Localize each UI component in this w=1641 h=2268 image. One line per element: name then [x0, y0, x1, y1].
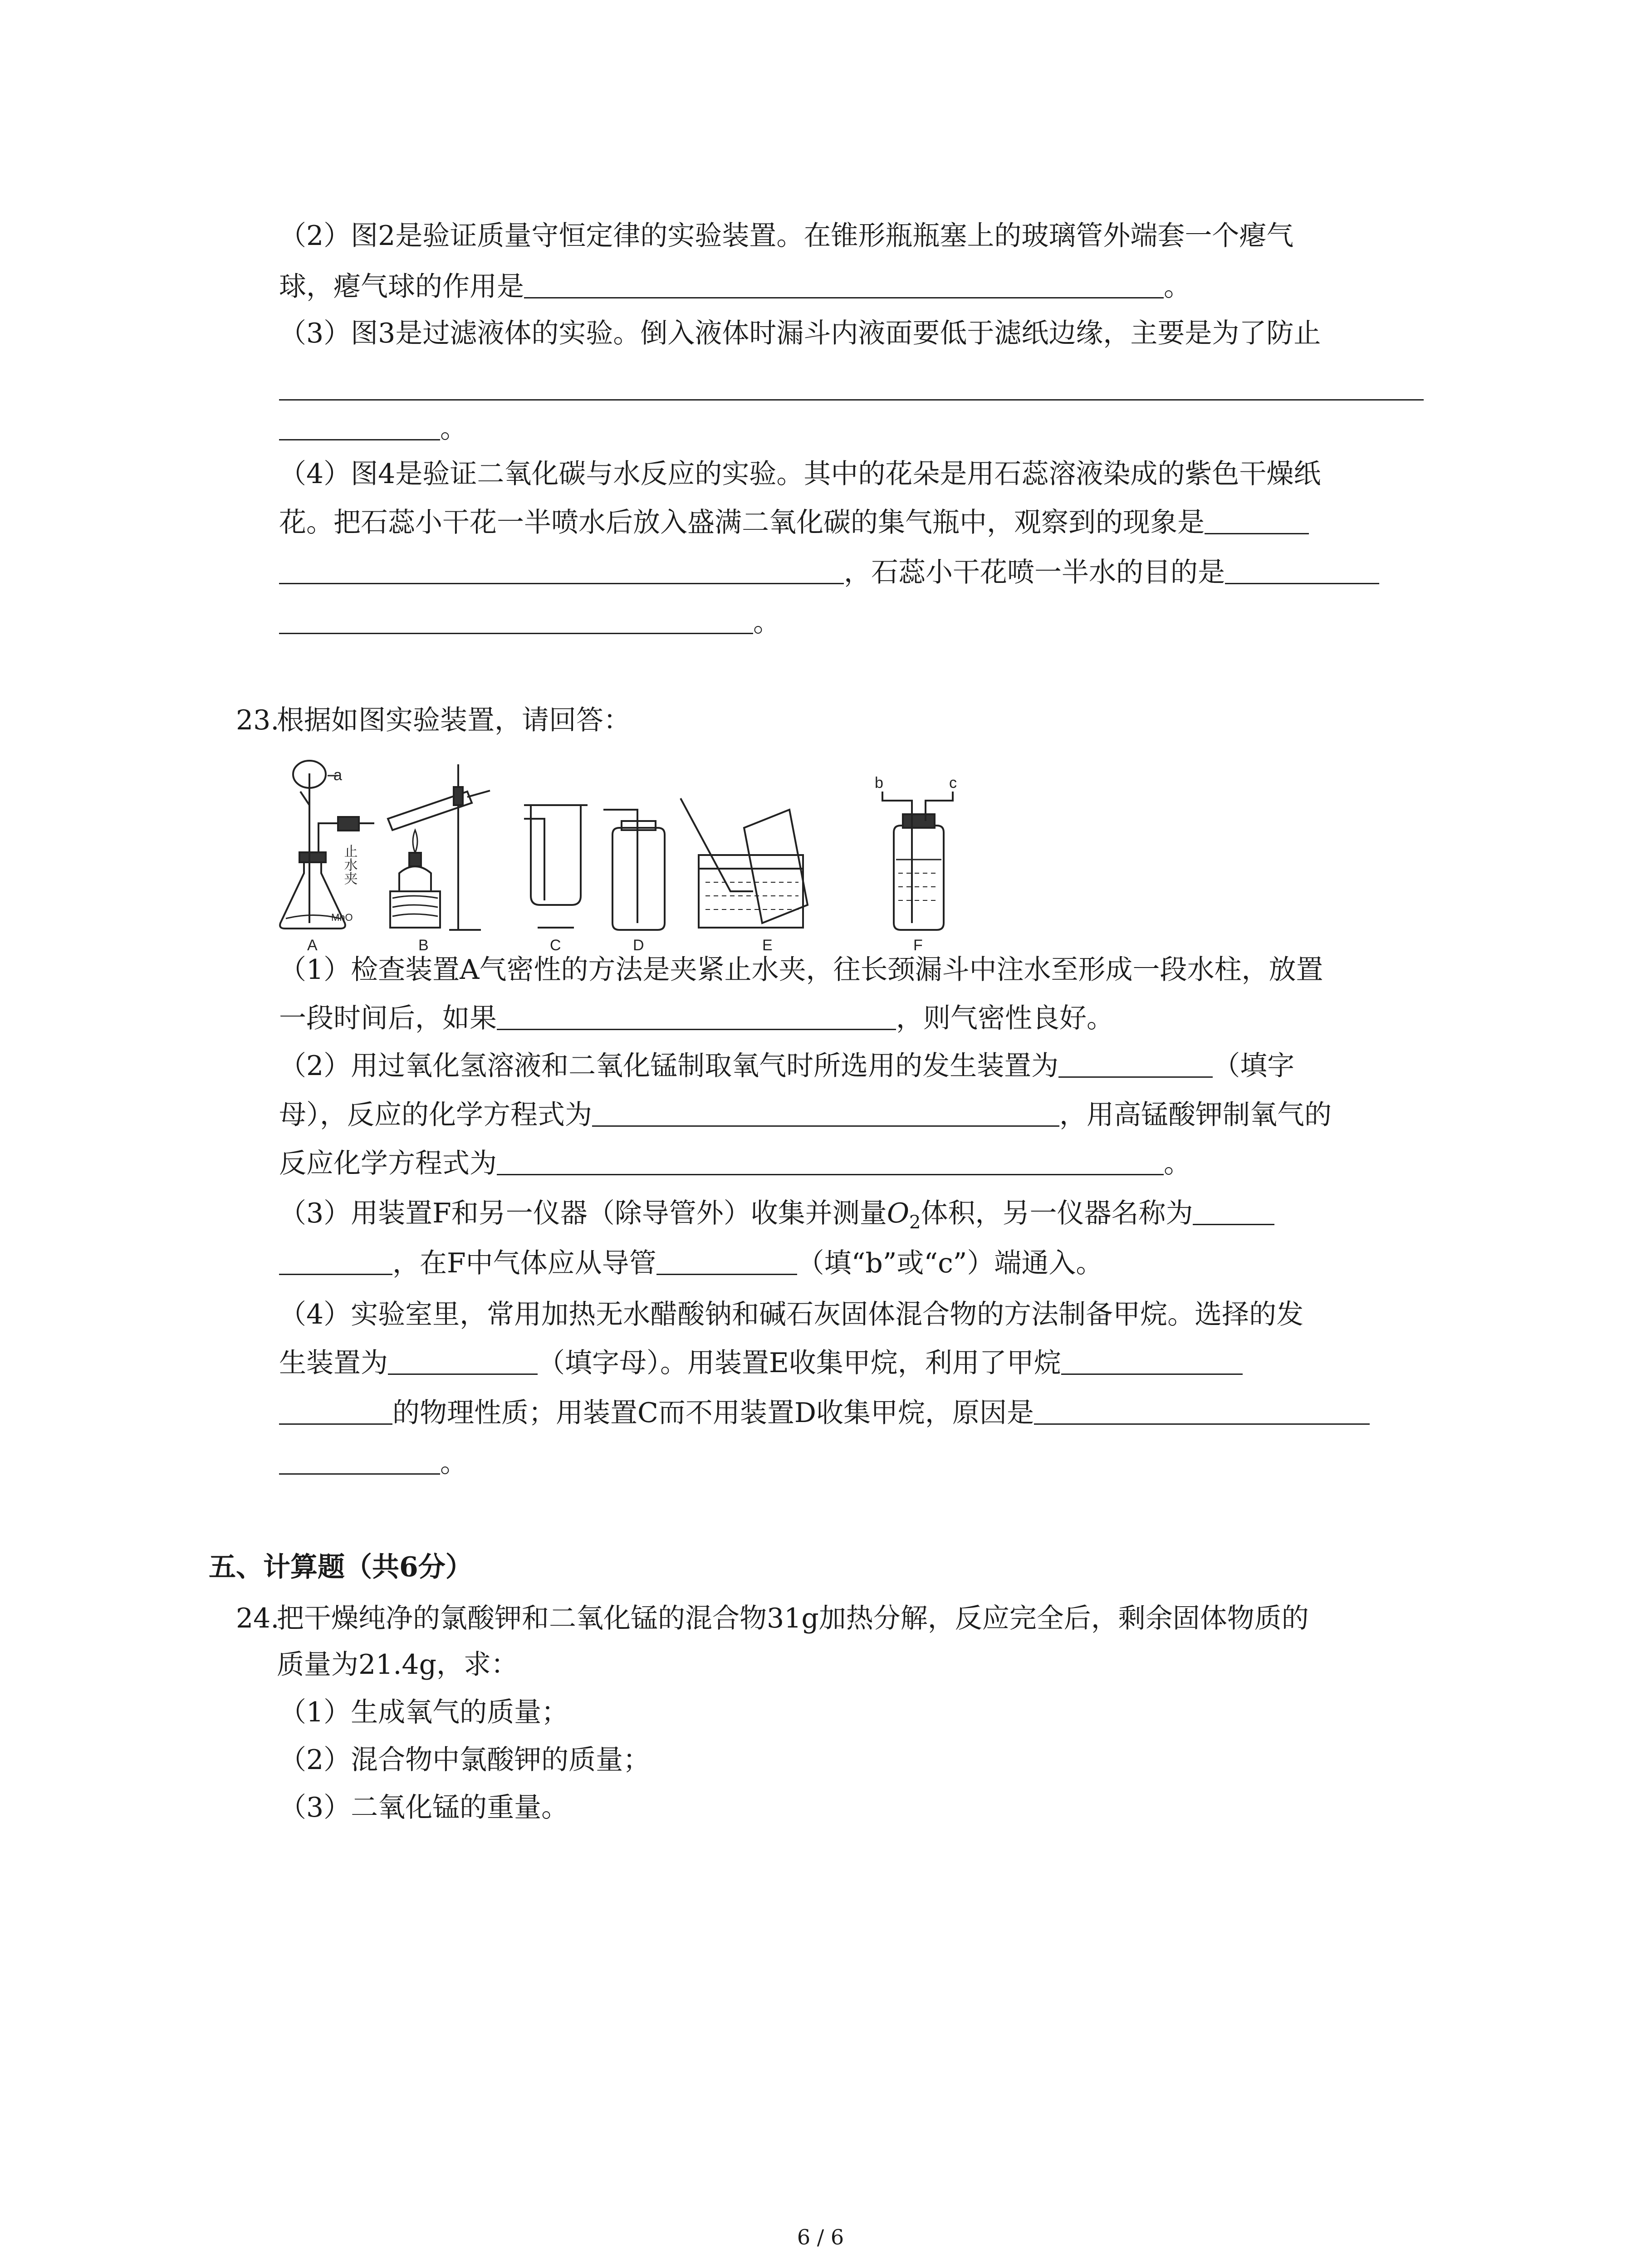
q24-sub-text: （2）混合物中氯酸钾的质量； [279, 1744, 651, 1776]
answer-blank[interactable] [279, 1246, 392, 1275]
q23-part4-line4 [279, 1445, 467, 1481]
q22-part3-text: （3）图3是过滤液体的实验。倒入液体时漏斗内液面要低于滤纸边缘，主要是为了防止 [279, 318, 1321, 349]
q22-part2-text: 球，瘪气球的作用是 [279, 271, 524, 303]
period: 。 [1164, 271, 1191, 303]
figure-label-c: C [550, 937, 561, 954]
answer-blank[interactable] [1034, 1396, 1370, 1425]
q23-part2-line2 [279, 1097, 1332, 1133]
period: 。 [440, 413, 467, 445]
q23-part4-text: 生装置为 [279, 1347, 388, 1379]
q23-part4-text: （填字母）。用装置E收集甲烷，利用了甲烷 [538, 1347, 1061, 1379]
q22-part4-text: （4）图4是验证二氧化碳与水反应的实验。其中的花朵是用石蕊溶液染成的紫色干燥纸 [279, 458, 1321, 490]
section-title [209, 1549, 473, 1585]
q23-part3-text: 体积，另一仪器名称为 [921, 1198, 1193, 1229]
period: 。 [440, 1447, 467, 1479]
q23-part3-line1 [279, 1195, 1274, 1241]
answer-blank[interactable] [279, 412, 440, 440]
figure-mark-b: b [875, 774, 883, 792]
apparatus-c [524, 805, 588, 928]
apparatus-figure [277, 755, 957, 955]
figure-mark-a: a [333, 767, 342, 784]
period: 。 [1164, 1148, 1191, 1179]
q22-part4-line1 [279, 456, 1321, 492]
q23-part1-line2 [279, 1000, 1114, 1036]
q24-sub3 [279, 1789, 568, 1826]
q23-part3-text: ，在F中气体应从导管 [392, 1247, 656, 1279]
q23-part4-text: （4）实验室里，常用加热无水醋酸钠和碱石灰固体混合物的方法制备甲烷。选择的发 [279, 1299, 1304, 1330]
apparatus-f [882, 792, 953, 930]
q22-part3-line1 [279, 315, 1321, 352]
figure-label-e: E [762, 937, 773, 954]
figure-label-b: B [418, 937, 429, 954]
o2-subscript: 2 [909, 1212, 921, 1233]
answer-blank[interactable] [1225, 556, 1379, 584]
q22-part3-line3 [279, 411, 467, 447]
q22-part2-text: （2）图2是验证质量守恒定律的实验装置。在锥形瓶瓶塞上的玻璃管外端套一个瘪气 [279, 220, 1294, 252]
q23-part2-text: ，用高锰酸钾制氧气的 [1059, 1099, 1332, 1131]
q23-part4-text: 的物理性质；用装置C而不用装置D收集甲烷，原因是 [392, 1397, 1034, 1429]
q23-part2-text: 反应化学方程式为 [279, 1148, 497, 1179]
answer-blank[interactable] [656, 1246, 797, 1275]
q24-sub-text: （3）二氧化锰的重量。 [279, 1792, 569, 1823]
answer-blank[interactable] [279, 1446, 440, 1475]
q22-part4-text: 花。把石蕊小干花一半喷水后放入盛满二氧化碳的集气瓶中，观察到的现象是 [279, 507, 1205, 538]
o2-formula: O [887, 1198, 910, 1229]
q23-part4-line2 [279, 1345, 1243, 1381]
q23-part4-line3 [279, 1395, 1370, 1431]
q24-text: 把干燥纯净的氯酸钾和二氧化锰的混合物31g加热分解，反应完全后，剩余固体物质的 [277, 1603, 1309, 1634]
q23-part3-text: （3）用装置F和另一仪器（除导管外）收集并测量 [279, 1198, 887, 1229]
q23-part2-line3 [279, 1145, 1191, 1182]
q23-part1-line1 [279, 952, 1323, 988]
figure-label-d: D [633, 937, 644, 954]
answer-blank[interactable] [1193, 1197, 1274, 1225]
q23-part1-text: 一段时间后，如果 [279, 1002, 497, 1034]
q23-stem-text: 根据如图实验装置，请回答： [277, 704, 631, 736]
q23-part4-line1 [279, 1296, 1303, 1333]
figure-label-a: A [307, 937, 318, 954]
answer-blank[interactable] [388, 1346, 538, 1375]
q24-sub1 [279, 1694, 568, 1730]
question-number: 23. [236, 704, 279, 736]
q22-part4-line2 [279, 504, 1309, 541]
answer-blank[interactable] [1205, 506, 1309, 534]
answer-blank[interactable] [279, 606, 753, 634]
q22-part4-text: ，石蕊小干花喷一半水的目的是 [844, 557, 1225, 588]
answer-blank[interactable] [279, 1396, 392, 1425]
answer-blank[interactable] [497, 1147, 1164, 1175]
apparatus-a [280, 761, 374, 929]
apparatus-d [603, 810, 665, 930]
q22-part4-line4 [279, 604, 780, 640]
question-number: 24. [236, 1603, 279, 1634]
answer-blank[interactable] [524, 270, 1164, 298]
q23-part3-line2 [279, 1245, 1103, 1281]
figure-mark-clamp: 止水夹 [341, 844, 358, 885]
q24-sub2 [279, 1742, 650, 1778]
q24-text: 质量为21.4g，求： [277, 1649, 519, 1681]
q23-part3-text: （填“b”或“c”）端通入。 [797, 1247, 1103, 1279]
period: 。 [753, 606, 780, 638]
answer-blank[interactable] [1061, 1346, 1243, 1375]
q24-line1 [236, 1600, 1309, 1637]
apparatus-b [388, 764, 490, 930]
figure-label-f: F [913, 937, 923, 954]
page-number: 6 / 6 [797, 2225, 844, 2249]
q24-line2 [277, 1647, 518, 1683]
q23-part2-text: （填字 [1213, 1050, 1295, 1082]
apparatus-e [681, 798, 808, 928]
q22-part4-line3 [279, 554, 1379, 591]
answer-blank[interactable] [279, 556, 844, 584]
answer-blank[interactable] [497, 1002, 896, 1030]
q23-part1-text: （1）检查装置A气密性的方法是夹紧止水夹，往长颈漏斗中注水至形成一段水柱，放置 [279, 954, 1323, 986]
q24-sub-text: （1）生成氧气的质量； [279, 1696, 569, 1728]
section-title-text: 五、计算题（共6分） [209, 1551, 473, 1583]
q22-part2-line1 [279, 218, 1293, 254]
q23-part2-text: 母），反应的化学方程式为 [279, 1099, 592, 1131]
answer-blank[interactable] [592, 1098, 1059, 1127]
q22-part2-line2 [279, 269, 1191, 305]
figure-mark-c: c [949, 774, 957, 792]
q23-stem [236, 702, 631, 738]
q23-part1-text: ，则气密性良好。 [896, 1002, 1114, 1034]
answer-blank[interactable] [279, 372, 1424, 401]
q23-part2-line1 [279, 1048, 1294, 1084]
q23-part2-text: （2）用过氧化氢溶液和二氧化锰制取氧气时所选用的发生装置为 [279, 1050, 1059, 1082]
svg-text:MnO: MnO [331, 912, 353, 923]
answer-blank[interactable] [1058, 1049, 1213, 1078]
